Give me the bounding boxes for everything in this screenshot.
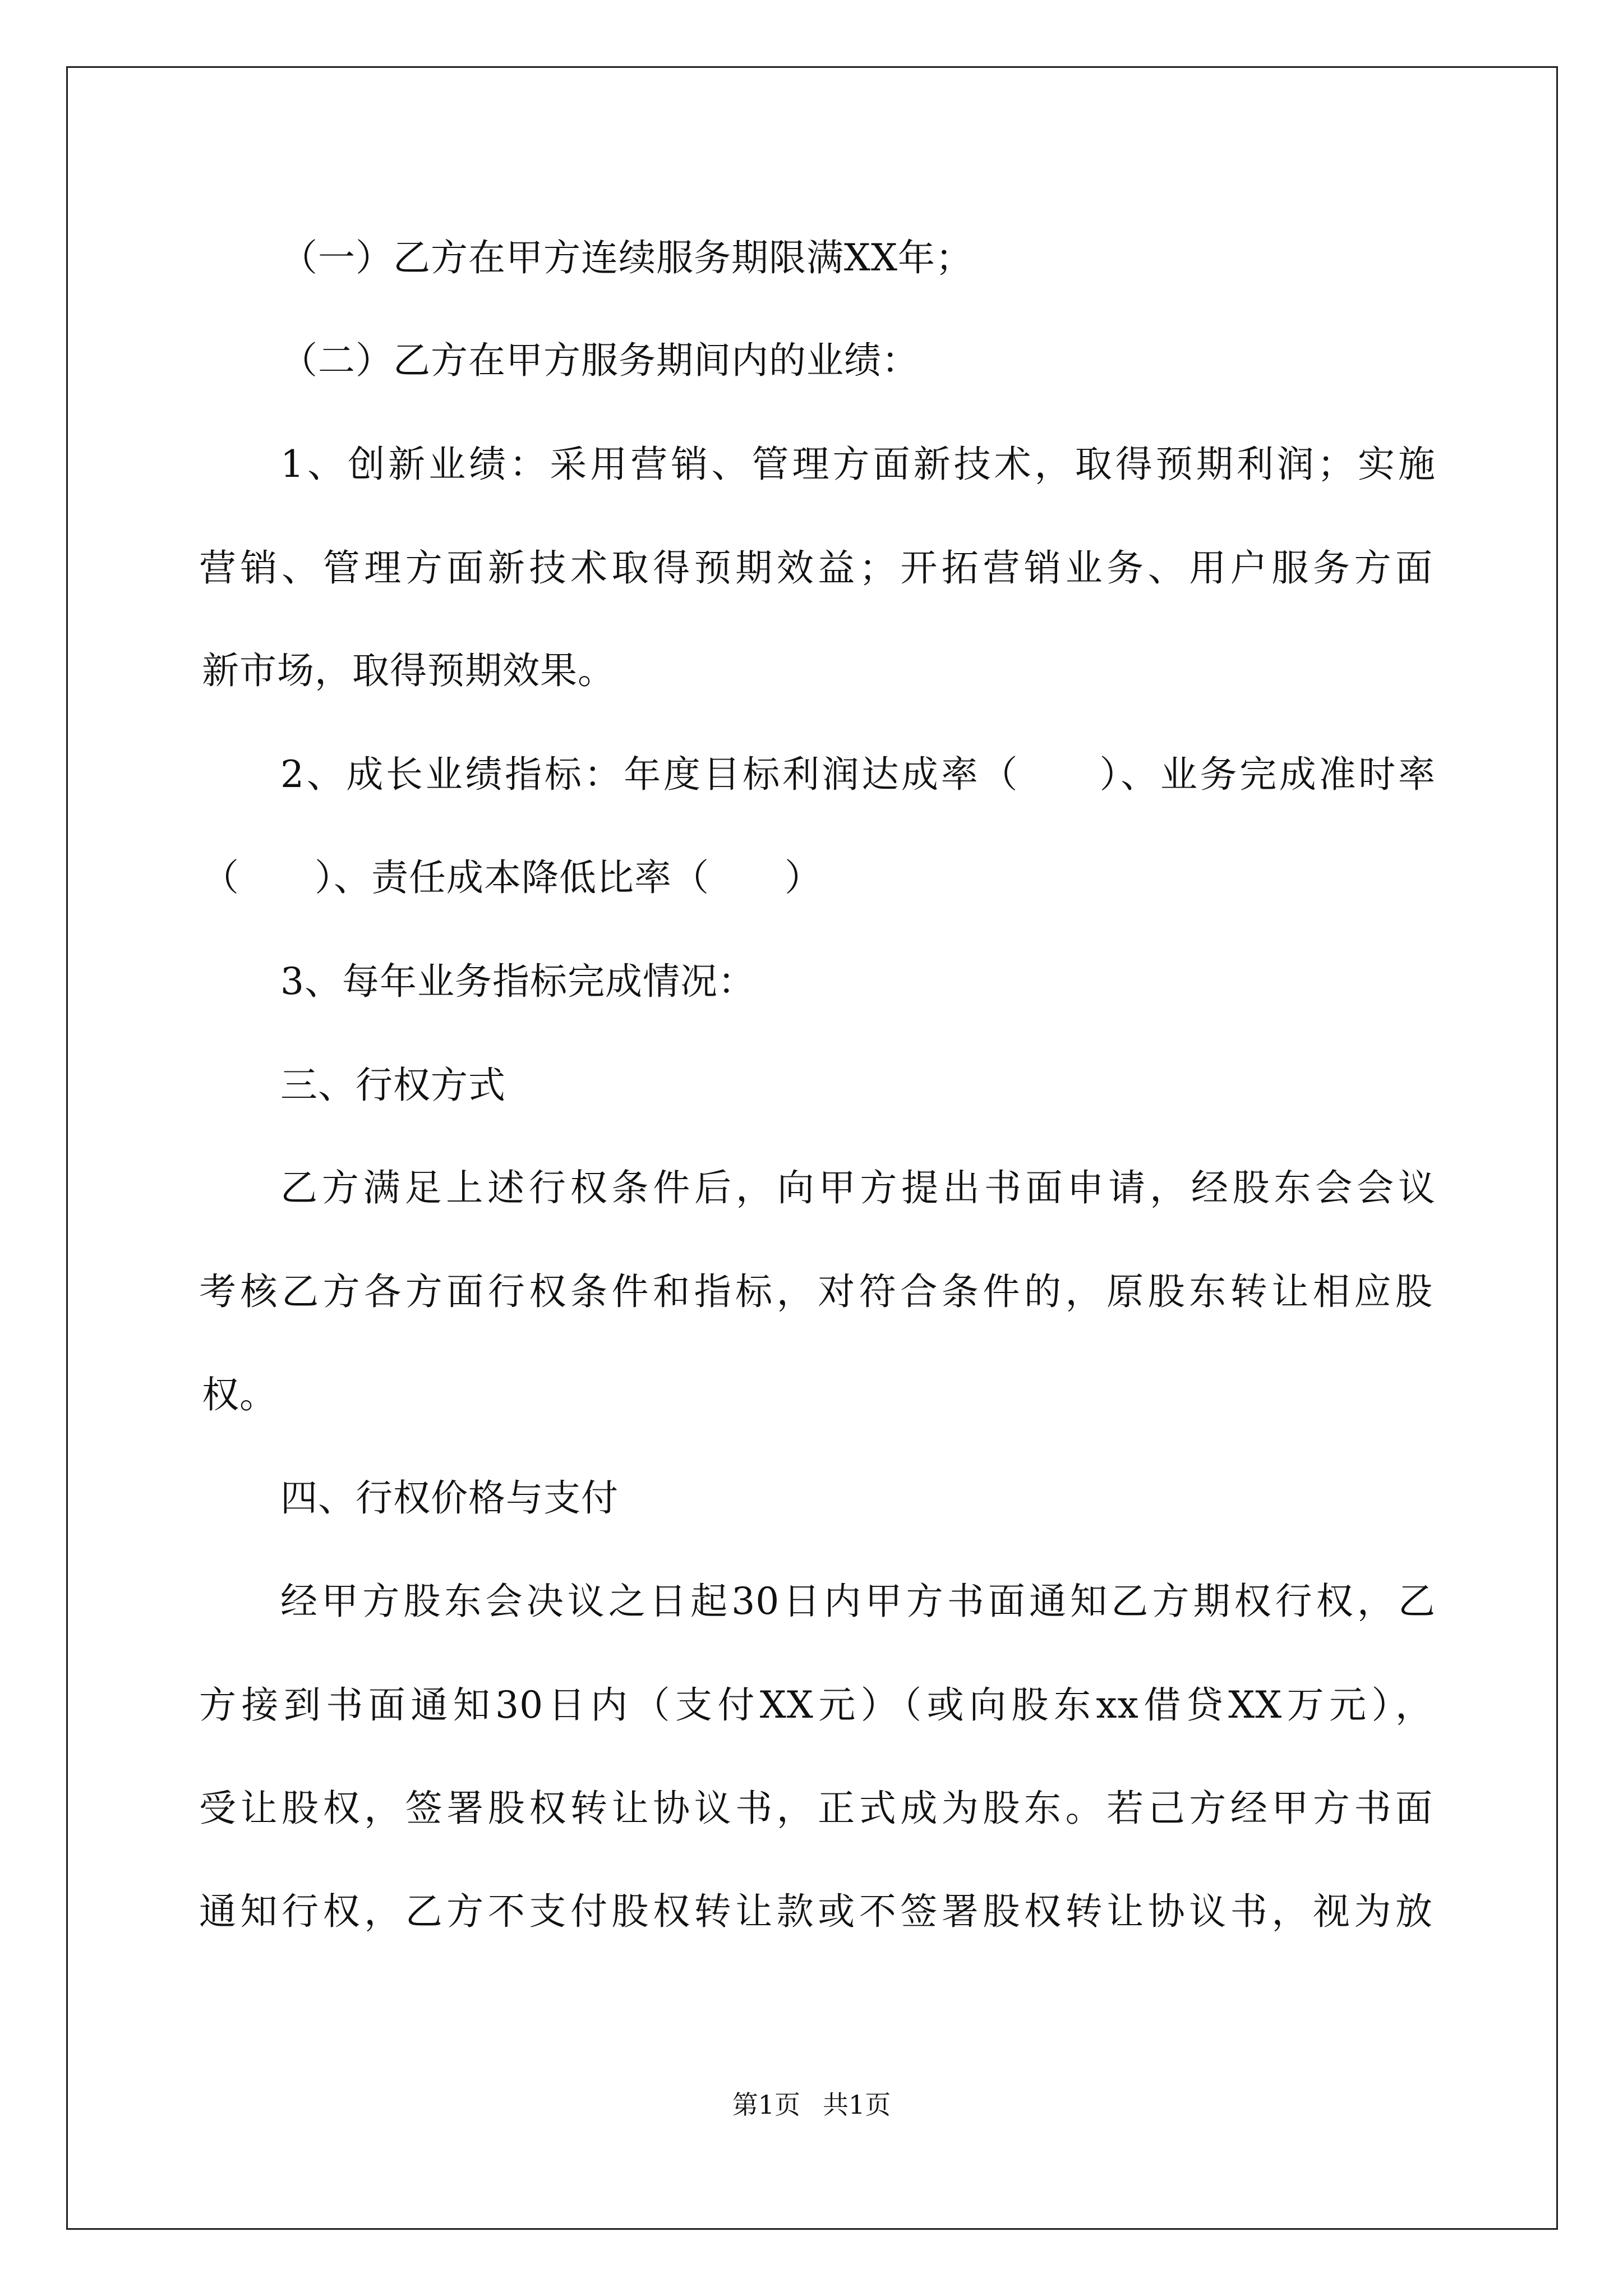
paragraph-line: 经甲方股东会决议之日起30日内甲方书面通知乙方期权行权，乙 (280, 1580, 1436, 1623)
section-heading: 四、行权价格与支付 (280, 1476, 619, 1520)
paragraph-line: 1、创新业绩：采用营销、管理方面新技术，取得预期利润；实施 (280, 443, 1436, 486)
page-footer (0, 2088, 1623, 2122)
paragraph-line: 营销、管理方面新技术取得预期效益；开拓营销业务、用户服务方面 (199, 546, 1433, 590)
section-heading: 三、行权方式 (280, 1064, 506, 1107)
page-number: 第1页 (732, 2090, 800, 2120)
page-total: 共1页 (823, 2090, 891, 2120)
paragraph-line: 权。 (202, 1373, 277, 1416)
paragraph-line: （一）乙方在甲方连续服务期限满XX年； (280, 236, 973, 279)
paragraph-line: 2、成长业绩指标：年度目标利润达成率（ ）、业务完成准时率 (280, 753, 1436, 796)
paragraph-line: 方接到书面通知30日内（支付XX元）（或向股东xx借贷XX万元）， (199, 1683, 1433, 1727)
paragraph-line: 3、每年业务指标完成情况： (280, 960, 755, 1003)
paragraph-line: （二）乙方在甲方服务期间内的业绩： (280, 339, 919, 382)
paragraph-line: 受让股权，签署股权转让协议书，正式成为股东。若己方经甲方书面 (199, 1787, 1433, 1830)
paragraph-line: 通知行权，乙方不支付股权转让款或不签署股权转让协议书，视为放 (199, 1890, 1433, 1933)
paragraph-line: 乙方满足上述行权条件后，向甲方提出书面申请，经股东会会议 (280, 1166, 1436, 1209)
paragraph-line: （ ）、责任成本降低比率（ ） (202, 856, 822, 899)
paragraph-line: 新市场，取得预期效果。 (202, 649, 615, 692)
paragraph-line: 考核乙方各方面行权条件和指标，对符合条件的，原股东转让相应股 (199, 1270, 1433, 1313)
